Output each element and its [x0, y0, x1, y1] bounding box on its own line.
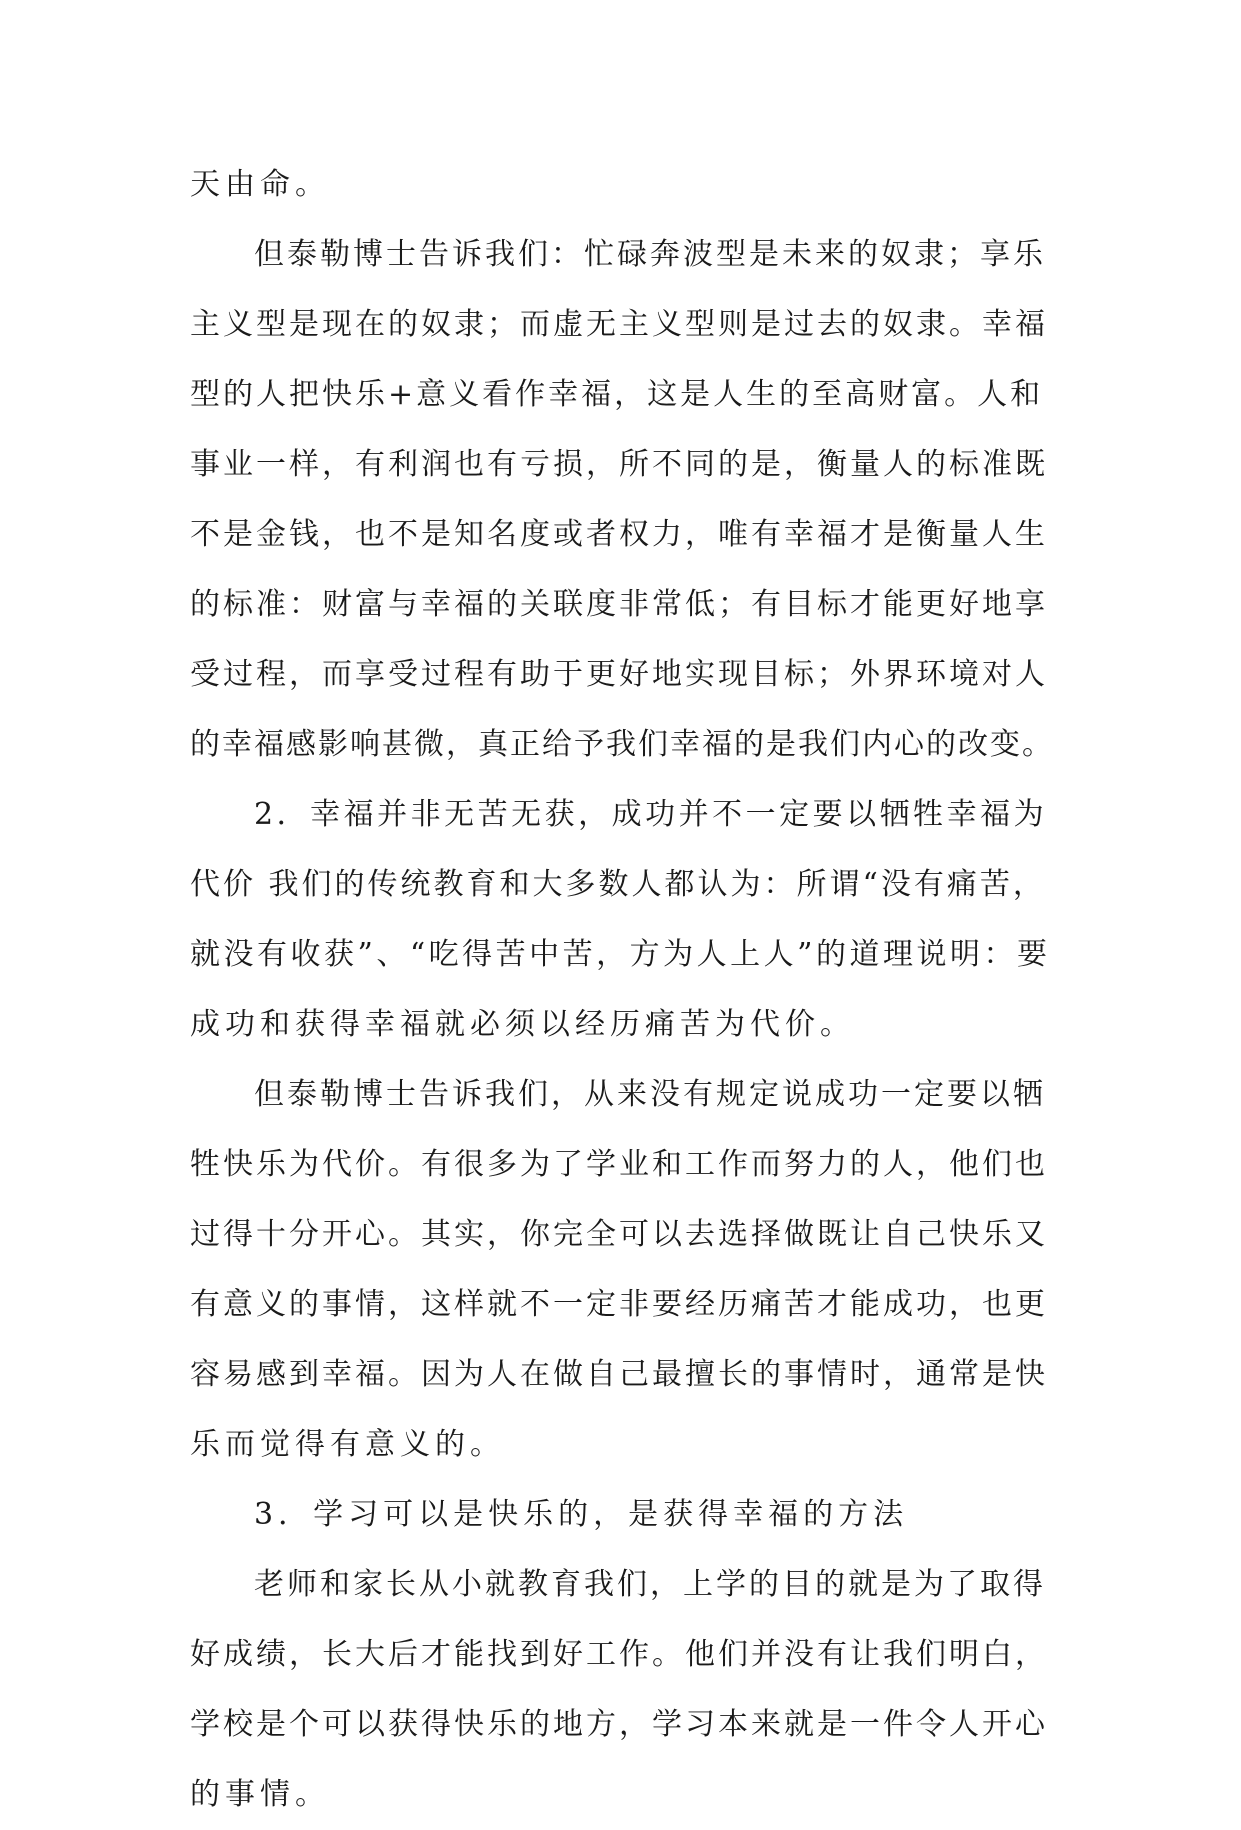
text-line: 就没有收获”、“吃得苦中苦，方为人上人”的道理说明：要	[190, 937, 1051, 972]
body-text	[190, 150, 1055, 1830]
text-line: 容易感到幸福。因为人在做自己最擅长的事情时，通常是快	[190, 1357, 1048, 1392]
text-line: 的幸福感影响甚微，真正给予我们幸福的是我们内心的改变。	[190, 727, 1054, 762]
text-line: 好成绩，长大后才能找到好工作。他们并没有让我们明白，	[190, 1637, 1048, 1672]
text-line: 事业一样，有利润也有亏损，所不同的是，衡量人的标准既	[190, 447, 1048, 482]
text-line: 型的人把快乐+意义看作幸福，这是人生的至高财富。人和	[190, 377, 1044, 412]
text-line: 乐而觉得有意义的。	[190, 1427, 505, 1462]
text-line: 老师和家长从小就教育我们，上学的目的就是为了取得	[254, 1567, 1046, 1602]
text-line: 3．学习可以是快乐的，是获得幸福的方法	[254, 1497, 909, 1532]
text-line: 的标准：财富与幸福的关联度非常低；有目标才能更好地享	[190, 587, 1048, 622]
text-line: 但泰勒博士告诉我们：忙碌奔波型是未来的奴隶；享乐	[254, 237, 1046, 272]
text-line: 主义型是现在的奴隶；而虚无主义型则是过去的奴隶。幸福	[190, 307, 1048, 342]
text-line: 的事情。	[190, 1777, 330, 1812]
text-line: 过得十分开心。其实，你完全可以去选择做既让自己快乐又	[190, 1217, 1048, 1252]
text-line: 代价 我们的传统教育和大多数人都认为：所谓“没有痛苦，	[190, 867, 1046, 902]
text-line: 受过程，而享受过程有助于更好地实现目标；外界环境对人	[190, 657, 1048, 692]
text-line: 牲快乐为代价。有很多为了学业和工作而努力的人，他们也	[190, 1147, 1048, 1182]
text-line: 成功和获得幸福就必须以经历痛苦为代价。	[190, 1007, 855, 1042]
text-line: 有意义的事情，这样就不一定非要经历痛苦才能成功，也更	[190, 1287, 1048, 1322]
text-line: 不是金钱，也不是知名度或者权力，唯有幸福才是衡量人生	[190, 517, 1048, 552]
text-line: 2．幸福并非无苦无获，成功并不一定要以牺牲幸福为	[254, 797, 1048, 832]
text-line: 学校是个可以获得快乐的地方，学习本来就是一件令人开心	[190, 1707, 1048, 1742]
text-line: 但泰勒博士告诉我们，从来没有规定说成功一定要以牺	[254, 1077, 1046, 1112]
text-line: 天由命。	[190, 167, 330, 202]
